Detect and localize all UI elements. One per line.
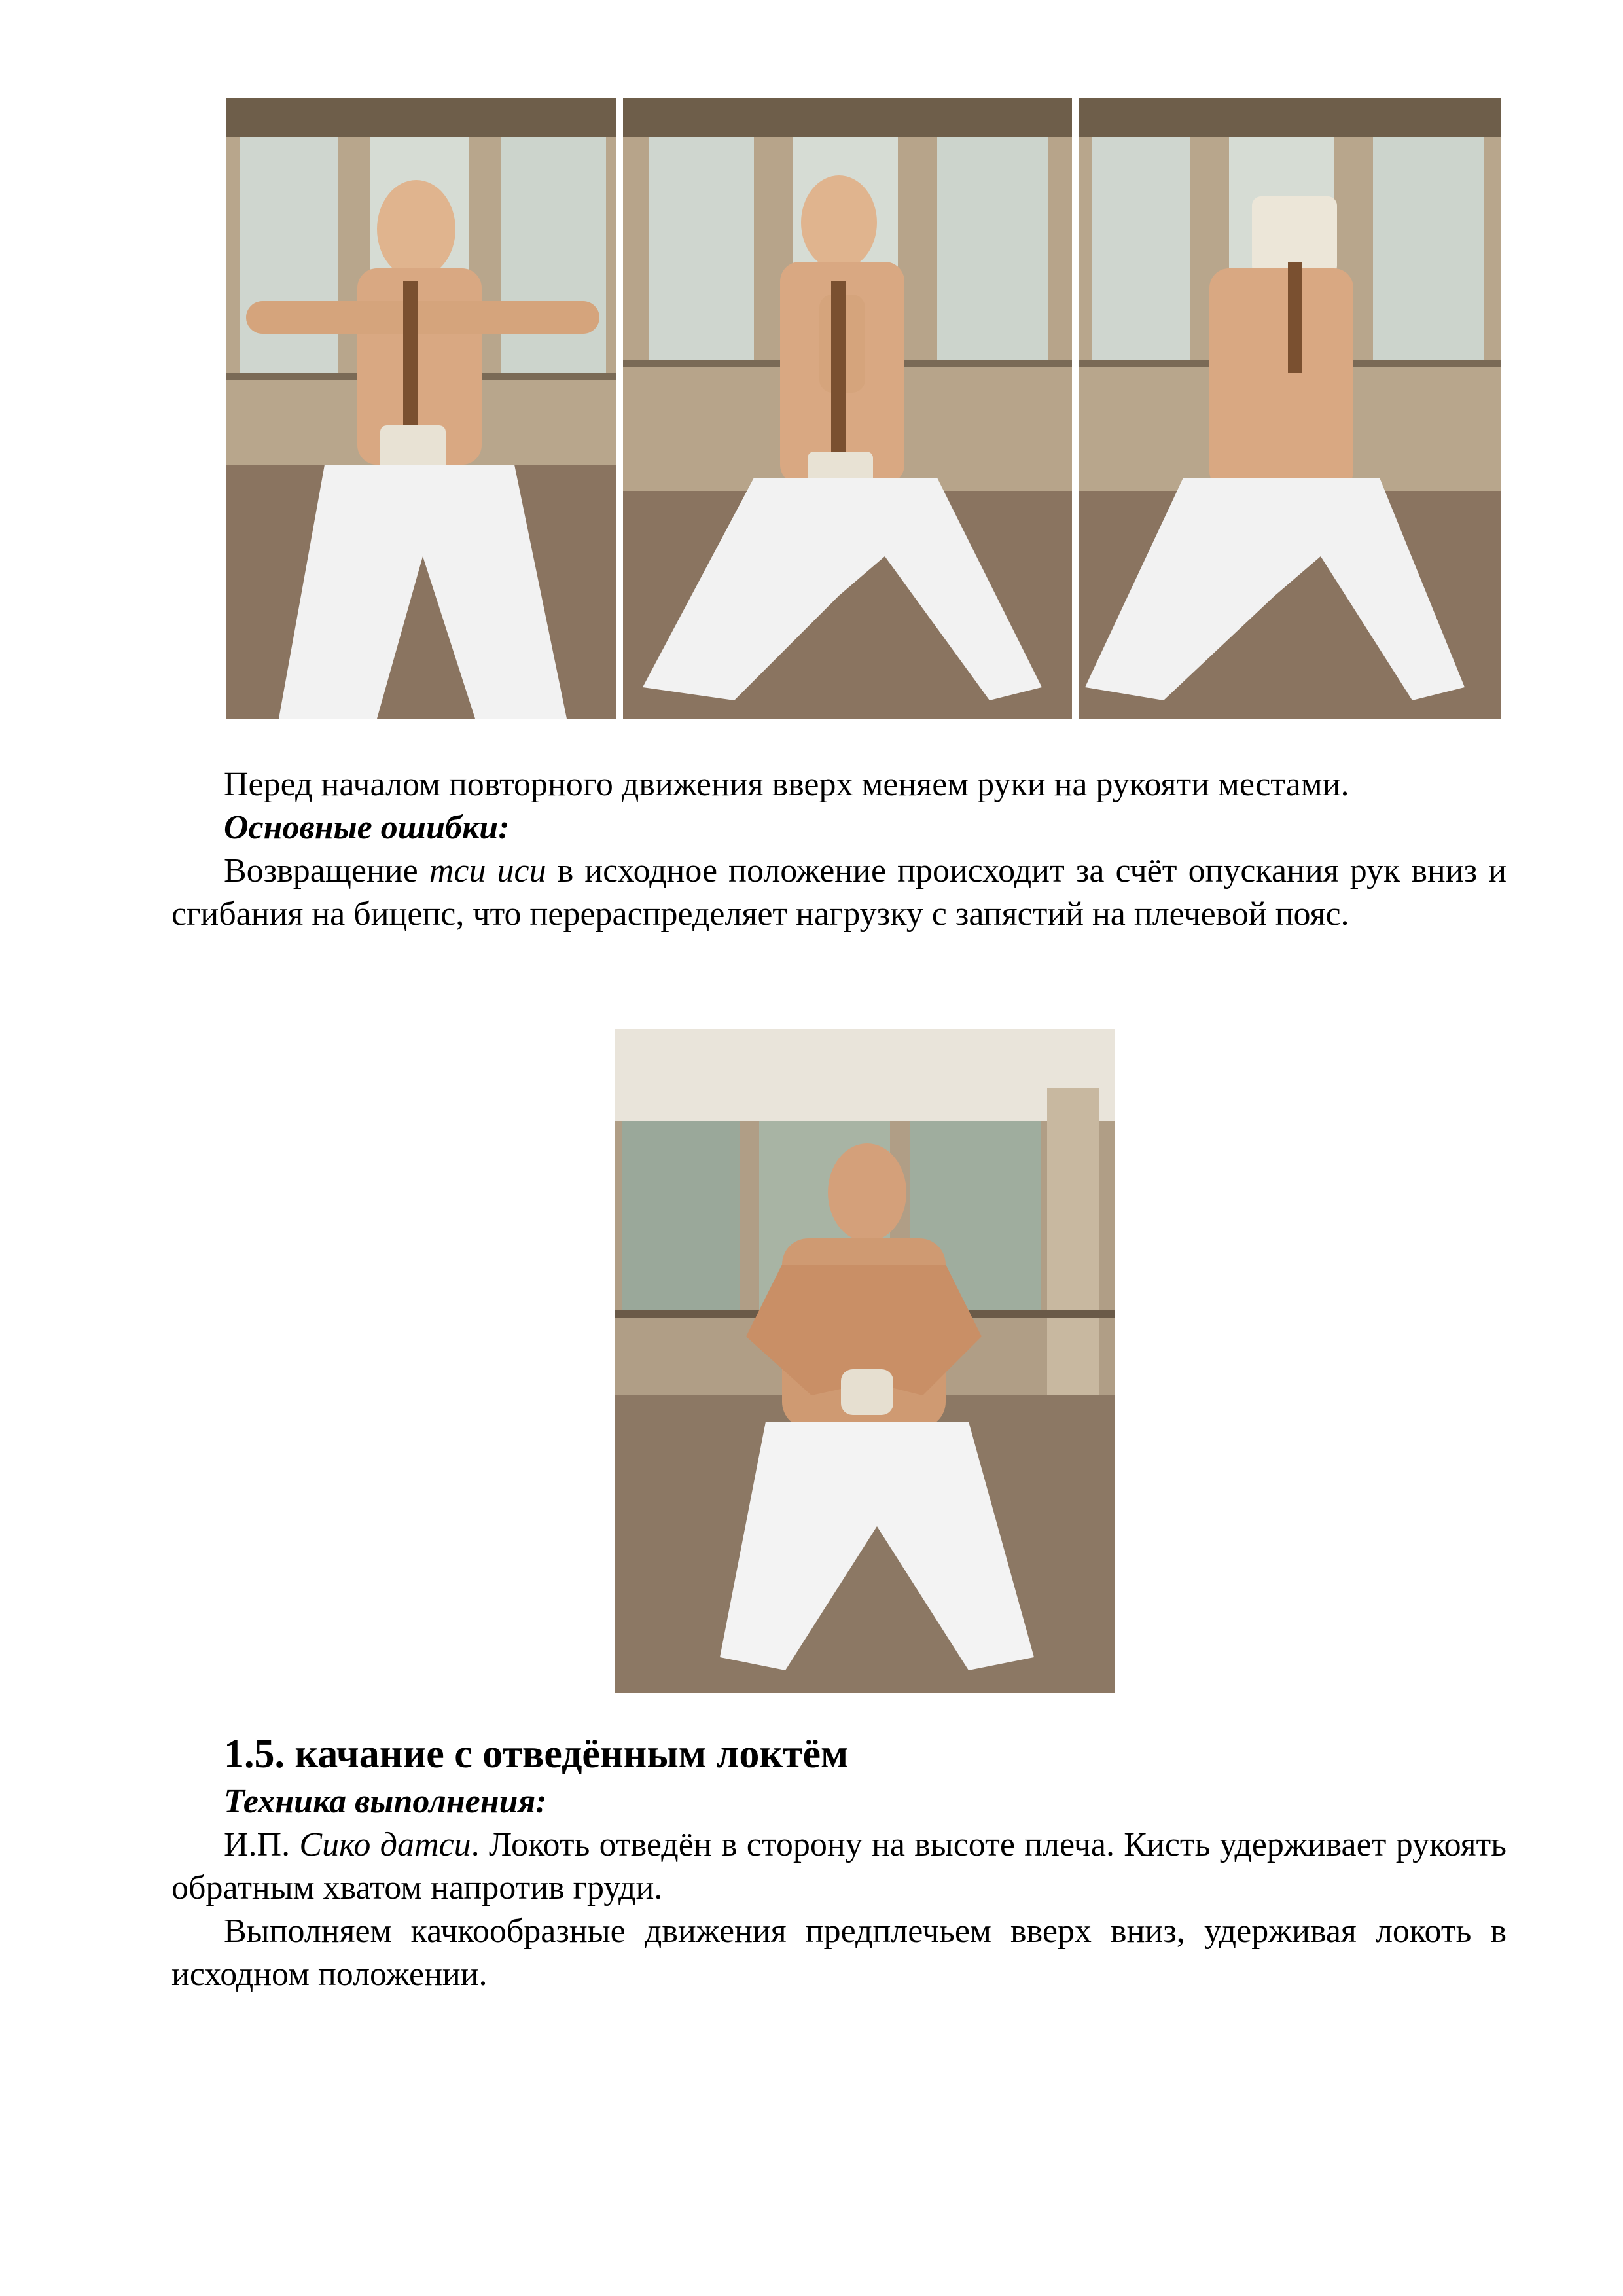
exercise-photo-2 (623, 98, 1072, 719)
start-position-label: И.П. (224, 1826, 300, 1863)
section-heading: 1.5. качание с отведённым локтём (224, 1732, 849, 1776)
start-position-rest: . Локоть отведён в сторону на высоте плеча. Кисть удерживает рукоять обратным хватом напротив груди. (171, 1826, 1507, 1907)
exercise-photo-3 (1079, 98, 1501, 719)
stance-term: Сико датси (299, 1826, 471, 1863)
technique-heading: Техника выполнения: (224, 1783, 547, 1820)
exercise-photo-1 (226, 98, 616, 719)
paragraph-starting-position (171, 1823, 1507, 1910)
paragraph-execution: Выполняем качкообразные движения предплечьем вверх вниз, удерживая локоть в исходном положении. (171, 1912, 1507, 1993)
paragraph-errors (171, 850, 1507, 936)
section-2-text (171, 1728, 1507, 1996)
errors-heading: Основные ошибки: (224, 809, 510, 846)
errors-term: тси иси (429, 852, 546, 889)
errors-text-start: Возвращение (224, 852, 429, 889)
errors-text-rest: в исходное положение происходит за счёт опускания рук вниз и сгибания на бицепс, что перераспределяет нагрузку с запястий на плечевой пояс. (171, 852, 1507, 933)
section-1-text (171, 763, 1507, 936)
shiko-dachi-photo (615, 1029, 1115, 1693)
paragraph-swap-hands: Перед началом повторного движения вверх меняем руки на рукояти местами. (224, 766, 1349, 803)
